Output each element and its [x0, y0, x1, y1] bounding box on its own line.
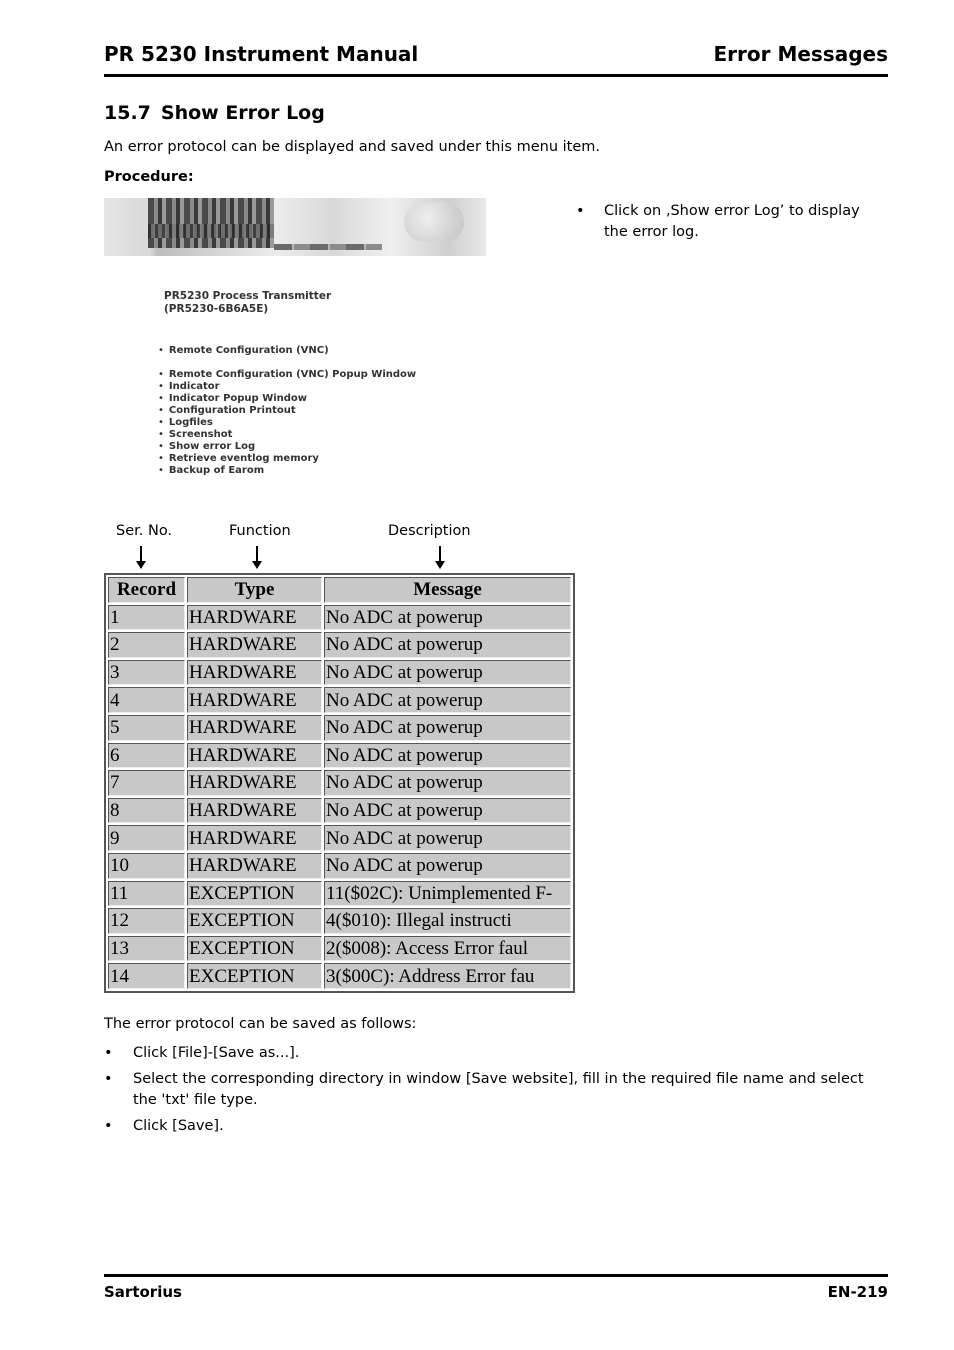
table-row	[108, 798, 571, 824]
cell-record: 6	[108, 743, 185, 769]
menu-item-indicator[interactable]: • Indicator	[158, 381, 220, 393]
footer-page-number: EN-219	[827, 1283, 888, 1301]
menu-item-indicator-popup[interactable]: • Indicator Popup Window	[158, 393, 307, 405]
cell-type: HARDWARE	[187, 743, 322, 769]
cell-record: 13	[108, 936, 185, 962]
cell-message: No ADC at powerup	[324, 770, 571, 796]
cell-type: HARDWARE	[187, 825, 322, 851]
table-row	[108, 687, 571, 713]
cell-type: EXCEPTION	[187, 963, 322, 989]
cell-record: 8	[108, 798, 185, 824]
cell-message: No ADC at powerup	[324, 605, 571, 631]
cell-type: HARDWARE	[187, 798, 322, 824]
section-number: 15.7	[104, 102, 151, 124]
bullet-icon: •	[104, 1045, 113, 1061]
cell-record: 10	[108, 853, 185, 879]
header-type: Type	[187, 577, 322, 603]
cell-record: 7	[108, 770, 185, 796]
menu-item-remote-config-popup[interactable]: • Remote Configuration (VNC) Popup Window	[158, 369, 416, 381]
page-footer	[104, 1274, 888, 1301]
cell-record: 3	[108, 660, 185, 686]
arrow-down-icon	[140, 546, 142, 562]
bullet-icon: •	[104, 1071, 113, 1087]
save-step-text: Click [File]-[Save as...].	[133, 1045, 300, 1061]
menu-item-screenshot[interactable]: • Screenshot	[158, 429, 232, 441]
save-step-text: Select the corresponding directory in window [Save website], fill in the required file name and select the 'txt' file type.	[133, 1071, 864, 1108]
cell-record: 9	[108, 825, 185, 851]
cell-record: 4	[108, 687, 185, 713]
cell-message: 11($02C): Unimplemented F-	[324, 881, 571, 907]
cell-record: 2	[108, 632, 185, 658]
chapter-title: Error Messages	[713, 42, 888, 66]
cell-type: HARDWARE	[187, 660, 322, 686]
menu-item-backup-earom[interactable]: • Backup of Earom	[158, 465, 264, 477]
menu-item-show-error-log[interactable]: • Show error Log	[158, 441, 255, 453]
table-row	[108, 632, 571, 658]
cell-type: HARDWARE	[187, 853, 322, 879]
cell-type: HARDWARE	[187, 687, 322, 713]
cell-message: No ADC at powerup	[324, 687, 571, 713]
building-photo-windows	[148, 224, 274, 238]
table-row	[108, 881, 571, 907]
arrow-down-icon	[256, 546, 258, 562]
cell-type: HARDWARE	[187, 605, 322, 631]
cell-record: 1	[108, 605, 185, 631]
web-banner-image	[104, 198, 486, 256]
cell-type: HARDWARE	[187, 715, 322, 741]
menu-item-remote-config[interactable]: • Remote Configuration (VNC)	[158, 345, 329, 357]
intro-text: An error protocol can be displayed and saved under this menu item.	[104, 139, 600, 155]
table-row	[108, 963, 571, 989]
cell-message: No ADC at powerup	[324, 798, 571, 824]
menu-item-config-printout[interactable]: • Configuration Printout	[158, 405, 296, 417]
manual-title: PR 5230 Instrument Manual	[104, 42, 419, 66]
header-record: Record	[108, 577, 185, 603]
page-header	[104, 40, 888, 77]
arrow-down-icon	[439, 546, 441, 562]
cell-message: No ADC at powerup	[324, 853, 571, 879]
label-ser-no: Ser. No.	[116, 523, 173, 539]
menu-item-retrieve-eventlog[interactable]: • Retrieve eventlog memory	[158, 453, 319, 465]
save-intro: The error protocol can be saved as follows:	[104, 1016, 417, 1032]
cell-message: 4($010): Illegal instructi	[324, 908, 571, 934]
table-row	[108, 743, 571, 769]
table-row	[108, 660, 571, 686]
cell-record: 12	[108, 908, 185, 934]
menu-item-logfiles[interactable]: • Logfiles	[158, 417, 213, 429]
table-row	[108, 936, 571, 962]
bullet-icon: •	[576, 203, 585, 219]
cell-type: EXCEPTION	[187, 881, 322, 907]
cell-message: No ADC at powerup	[324, 743, 571, 769]
device-name: PR5230 Process Transmitter	[164, 290, 332, 302]
instruction-text: Click on ‚Show error Log’ to display the error log.	[604, 203, 860, 240]
error-log-table	[104, 573, 575, 993]
cell-message: 3($00C): Address Error fau	[324, 963, 571, 989]
device-id: (PR5230-6B6A5E)	[164, 303, 269, 315]
cell-message: No ADC at powerup	[324, 715, 571, 741]
procedure-label: Procedure:	[104, 169, 194, 185]
cell-type: EXCEPTION	[187, 936, 322, 962]
table-row	[108, 770, 571, 796]
cell-type: EXCEPTION	[187, 908, 322, 934]
bullet-icon: •	[104, 1118, 113, 1134]
device-title	[164, 290, 331, 316]
building-photo	[148, 198, 274, 248]
banner-nav-strip	[274, 244, 382, 250]
table-row	[108, 825, 571, 851]
section-title: Show Error Log	[160, 102, 325, 124]
header-message: Message	[324, 577, 571, 603]
label-description: Description	[388, 523, 471, 539]
cell-message: 2($008): Access Error faul	[324, 936, 571, 962]
label-function: Function	[229, 523, 291, 539]
cell-record: 14	[108, 963, 185, 989]
table-row	[108, 605, 571, 631]
table-row	[108, 908, 571, 934]
cell-type: HARDWARE	[187, 632, 322, 658]
save-step-text: Click [Save].	[133, 1118, 224, 1134]
cell-message: No ADC at powerup	[324, 825, 571, 851]
table-row	[108, 715, 571, 741]
cell-type: HARDWARE	[187, 770, 322, 796]
cell-record: 5	[108, 715, 185, 741]
cell-message: No ADC at powerup	[324, 660, 571, 686]
cell-record: 11	[108, 881, 185, 907]
table-row	[108, 853, 571, 879]
section-heading	[104, 102, 325, 124]
banner-photo-figure	[404, 202, 464, 242]
footer-company: Sartorius	[104, 1283, 182, 1301]
cell-message: No ADC at powerup	[324, 632, 571, 658]
table-header-row	[108, 577, 571, 603]
